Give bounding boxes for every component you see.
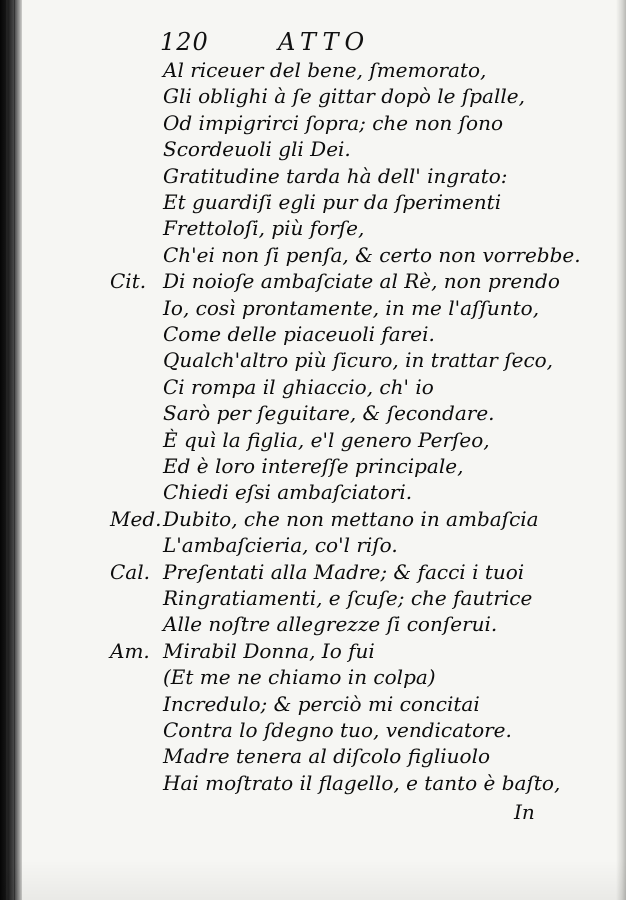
verse-line-text: Di noioſe ambaſciate al Rè, non prendo (163, 269, 560, 294)
verse-line (0, 347, 626, 374)
verse-line (0, 83, 626, 110)
verse-line-text: Incredulo; & perciò mi concitai (163, 691, 480, 716)
verse-line (0, 427, 626, 454)
speaker-label: Cal. (110, 559, 150, 584)
verse-line-text: Madre tenera al diſcolo figliuolo (163, 744, 491, 769)
verse-line (0, 611, 626, 638)
verse-line-text: Gratitudine tarda hà dell' ingrato: (163, 163, 508, 188)
running-head: ATTO (278, 28, 371, 56)
speaker-label: Am. (110, 638, 150, 663)
verse-line-text: Io, così prontamente, in me l'aſſunto, (163, 295, 540, 320)
verse-line (0, 743, 626, 770)
verse-line-text: Come delle piaceuoli farei. (163, 322, 435, 346)
verse-line (0, 453, 626, 480)
verse-line-text: Scordeuoli gli Dei. (163, 137, 351, 162)
verse-line (0, 400, 626, 427)
verse-line-text: È quì la figlia, e'l genero Perſeo, (163, 427, 490, 452)
verse-line (0, 295, 626, 322)
verse-line (0, 479, 626, 506)
verse-line-text: Hai moſtrato il flagello, e tanto è baſto, (163, 770, 561, 795)
verse-line (0, 268, 626, 295)
verse-line-text: Frettoloſi, più forſe, (163, 216, 365, 241)
verse-line-text: Ch'ei non ſi penſa, & certo non vorrebbe. (163, 242, 581, 267)
verse-line-text: Sarò per ſeguitare, & ſecondare. (163, 401, 495, 426)
verse-line (0, 506, 626, 533)
verse-line-text: Preſentati alla Madre; & facci i tuoi (163, 559, 525, 584)
verse-line-text: Al riceuer del bene, ſmemorato, (163, 58, 487, 82)
verse-line-text: Dubito, che non mettano in ambaſcia (163, 506, 539, 531)
verse-line (0, 215, 626, 242)
verse-line (0, 532, 626, 559)
catchword: In (514, 800, 535, 824)
verse-line-text: Mirabil Donna, Io fui (163, 638, 375, 663)
verse-line-text: Chiedi eſsi ambaſciatori. (163, 480, 413, 505)
verse-line-text: Et guardiſi egli pur da ſperimenti (163, 190, 502, 214)
verse-line (0, 374, 626, 401)
verse-line-text: Ci rompa il ghiaccio, ch' io (163, 374, 434, 399)
verse-line (0, 110, 626, 137)
verse-line-text: L'ambaſcieria, co'l riſo. (163, 533, 398, 558)
verse-line-text: Contra lo ſdegno tuo, vendicatore. (163, 718, 512, 742)
verse-line-text: Gli oblighi à ſe gittar dopò le ſpalle, (163, 84, 525, 109)
verse-line (0, 717, 626, 744)
verse-line (0, 691, 626, 718)
verse-line (0, 189, 626, 216)
verse-line (0, 585, 626, 612)
page-number: 120 (160, 28, 209, 56)
verse-line-text: Qualch'altro più ſicuro, in trattar ſeco, (163, 348, 554, 373)
verse-line (0, 242, 626, 269)
verse-line (0, 163, 626, 190)
verse-line-text: Ringratiamenti, e ſcuſe; che fautrice (163, 586, 533, 610)
verse-line (0, 770, 626, 797)
verse-line (0, 321, 626, 348)
verse-line-text: Alle noſtre allegrezze ſi conſerui. (163, 612, 498, 637)
verse-line-text: (Et me ne chiamo in colpa) (163, 665, 436, 690)
verse-line-text: Od impigrirci ſopra; che non ſono (163, 110, 504, 135)
verse-line (0, 57, 626, 84)
speaker-label: Med. (110, 506, 162, 531)
speaker-label: Cit. (110, 269, 147, 294)
verse-line (0, 638, 626, 665)
verse-line (0, 664, 626, 691)
verse-line (0, 136, 626, 163)
verse-line (0, 559, 626, 586)
verse-line-text: Ed è loro intereſſe principale, (163, 454, 464, 478)
